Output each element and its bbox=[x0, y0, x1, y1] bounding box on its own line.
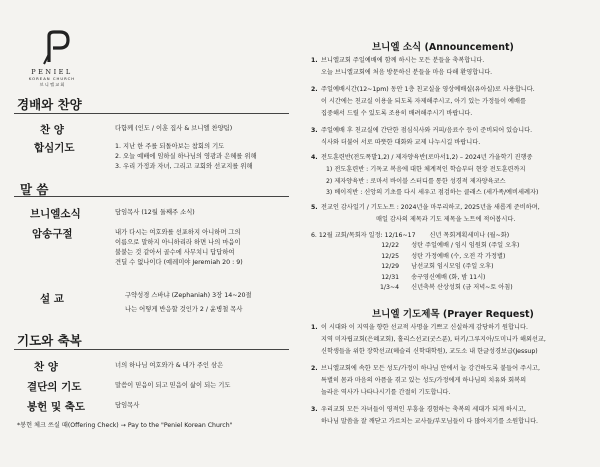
schedule-row bbox=[380, 241, 527, 252]
schedule-row bbox=[380, 252, 527, 263]
announcement-1 bbox=[311, 55, 492, 79]
announcement-3 bbox=[311, 125, 532, 149]
announcement-2 bbox=[311, 84, 535, 119]
sermon-label: 설 교 bbox=[40, 293, 64, 305]
word-divider bbox=[14, 196, 289, 197]
schedule-event: 남선교회 임시모임 (주일 오후) bbox=[411, 263, 494, 270]
schedule-heading bbox=[311, 231, 509, 242]
offering-label: 봉헌 및 축도 bbox=[27, 401, 86, 413]
announcement-5-line: 매일 감사의 제목과 기도 제목을 노트에 적어봅시다. bbox=[376, 215, 516, 223]
recitation-line-3: 불붙는 것 같아서 골수에 사무치니 답답하여 bbox=[115, 249, 235, 256]
announcement-5 bbox=[311, 202, 540, 226]
prayer-request-1-line: 신학생들을 위한 장학선교(헤슬리 신학대학원), 교도소 내 한글성경보급(Jessup) bbox=[321, 347, 538, 355]
sermon-title: 나는 어떻게 반응할 것인가 2 / 윤병철 목사 bbox=[125, 306, 243, 313]
schedule-heading-label: 6. 12월 교회/목회자 일정: 12/16~17 bbox=[311, 232, 416, 239]
schedule-event: 신년축복 산상성회 (금 저녁~토 아침) bbox=[411, 284, 513, 291]
schedule-event: 성탄 가정예배 (수, 오전 각 가정별) bbox=[411, 252, 506, 260]
announcement-3-line: 주일예배 후 친교실에 간단한 점심식사와 커피/음료수 등이 준비되어 있습니다. bbox=[321, 127, 533, 134]
hymn-value: 너의 하나님 여호와가 & 내가 주인 삼은 bbox=[115, 362, 224, 369]
decision-prayer-label: 결단의 기도 bbox=[27, 381, 82, 393]
sermon-scripture: 구약성경 스바냐 (Zephaniah) 3장 14~20절 bbox=[125, 292, 252, 299]
recitation-line-4: 견딜 수 없나이다 (예레미야 Jeremiah 20 : 9) bbox=[115, 259, 243, 266]
announcement-1-number: 1. bbox=[311, 57, 318, 64]
announcement-4-number: 4. bbox=[311, 154, 318, 161]
announcement-4-line: 전도훈련반(전도폭발1,2) / 제자양육반(로마서1,2) – 2024년 가을학기 진행중 bbox=[321, 154, 533, 161]
schedule-event: 성탄 주일예배 / 임시 임원회 (주일 오후) bbox=[411, 242, 520, 249]
prayer-blessing-divider bbox=[14, 349, 289, 350]
united-prayer-label: 합심기도 bbox=[34, 142, 75, 154]
prayer-request-1-number: 1. bbox=[311, 324, 318, 331]
word-section-title: 말 씀 bbox=[20, 182, 49, 197]
schedule-row bbox=[380, 283, 527, 294]
praise-value: 다함께 (인도 / 이훈 집사 & 브니엘 찬양팀) bbox=[115, 125, 233, 132]
news-value: 담임목사 (12월 둘째주 소식) bbox=[115, 209, 195, 216]
prayer-request-2-number: 2. bbox=[311, 365, 318, 372]
announcement-2-line: 이 시간에는 친교실 이용을 되도록 자제해주시고, 아기 있는 가정들이 예배를 bbox=[321, 97, 526, 105]
offering-value: 담임목사 bbox=[115, 402, 140, 409]
schedule-date: 12/25 bbox=[381, 252, 400, 260]
decision-prayer-value: 말씀이 믿음이 되고 믿음이 삶이 되는 기도 bbox=[115, 382, 231, 389]
prayer-request-2 bbox=[311, 363, 540, 398]
announcement-5-number: 5. bbox=[311, 204, 318, 211]
prayer-request-2-line: 놀라운 역사가 나타나시기를 간절히 기도합니다. bbox=[321, 388, 451, 396]
schedule-date: 12/31 bbox=[381, 273, 400, 281]
prayer-request-1-line: 지역 미자립교회(은혜교회), 홀리스선교(굿스푼), 터키/그루지아/도미니카 해외선교, bbox=[321, 335, 546, 343]
prayer-request-3-number: 3. bbox=[311, 406, 318, 413]
schedule-table bbox=[380, 241, 527, 294]
recitation-line-1: 내가 다시는 여호와를 선포하지 아니하며 그의 bbox=[115, 229, 241, 236]
schedule-row bbox=[380, 273, 527, 284]
peniel-logo-icon bbox=[16, 28, 88, 68]
prayer-request-3-line: 하나님 말씀을 잘 깨닫고 가르치는 교사들/부모님들이 다 많아지기를 소원합니다. bbox=[321, 417, 539, 425]
prayer-request-3-line: 우리교회 모든 자녀들이 영적인 부흥을 경험하는 축복의 세대가 되게 하시고, bbox=[321, 406, 526, 413]
announcement-1-line: 오늘 브니엘교회에 처음 방문하신 분들을 마음 다해 환영합니다. bbox=[321, 68, 493, 76]
schedule-date: 12/29 bbox=[381, 263, 400, 270]
united-prayer-1: 1. 지난 한 주를 되돌아보는 참회의 기도 bbox=[115, 143, 225, 150]
schedule-row bbox=[380, 262, 527, 273]
announcement-title: 브니엘 소식 (Announcement) bbox=[372, 42, 514, 53]
announcement-2-number: 2. bbox=[311, 86, 318, 93]
worship-divider bbox=[14, 113, 289, 114]
announcement-4-line: 3) 베이직반 : 신앙의 기초를 다시 세우고 점검하는 클래스 (세가족/예비세례자) bbox=[326, 189, 539, 197]
prayer-blessing-section-title: 기도와 축복 bbox=[17, 333, 82, 348]
worship-section-title: 경배와 찬양 bbox=[17, 97, 82, 112]
prayer-request-1 bbox=[311, 322, 546, 357]
recitation-label: 암송구절 bbox=[32, 228, 73, 240]
announcement-4-line: 1) 전도훈련반 : 기독교 복음에 대한 체계적인 학습부터 현장 전도훈련까지 bbox=[326, 165, 526, 173]
logo-name: PENIEL bbox=[31, 68, 73, 76]
announcement-4 bbox=[311, 152, 538, 199]
prayer-request-1-line: 이 시대와 이 지역을 향한 선교적 사명을 기쁘고 신실하게 감당하기 원합니다. bbox=[321, 324, 528, 331]
schedule-event: 송구영신예배 (화, 밤 11시) bbox=[411, 273, 486, 281]
schedule-date: 12/22 bbox=[381, 242, 400, 249]
announcement-3-line: 식사와 더불어 서로 따뜻한 대화와 교제 나누시길 바랍니다. bbox=[321, 138, 481, 146]
logo-sub-kr: 브 니 엘 교 회 bbox=[39, 82, 65, 87]
church-logo bbox=[16, 28, 88, 90]
prayer-request-3 bbox=[311, 404, 538, 428]
news-label: 브니엘소식 bbox=[30, 208, 81, 220]
prayer-request-title: 브니엘 기도제목 (Prayer Request) bbox=[372, 309, 534, 320]
announcement-1-line: 브니엘교회 주일예배에 함께 하시는 모든 분들을 축복합니다. bbox=[321, 57, 485, 64]
announcement-5-line: 전교인 감사일기 / 기도노트 : 2024년을 마무리하고, 2025년을 새롭게 준비하며, bbox=[321, 204, 540, 211]
praise-label: 찬 양 bbox=[40, 124, 64, 136]
logo-sub-en: KOREAN CHURCH bbox=[28, 76, 76, 81]
announcement-2-line: 집중해서 드릴 수 있도록 조용히 배려해주시기 바랍니다. bbox=[321, 109, 473, 117]
announcement-2-line: 주일예배시간(12~1pm) 동안 1층 친교실을 영상예배실(유아실)로 사용합니다. bbox=[321, 86, 535, 93]
offering-check-note: *봉헌 체크 쓰실 때(Offering Check) → Pay to the "Peniel Korean Church" bbox=[17, 422, 233, 429]
united-prayer-2: 2. 오늘 예배에 임하실 하나님의 영광과 은혜를 위해 bbox=[115, 153, 257, 160]
schedule-heading-event: 신년 목회계획세미나 (월~화) bbox=[429, 232, 510, 239]
prayer-request-2-line: 브니엘교회에 속한 모든 성도/가정이 하나님 안에서 늘 강건하도록 붙들어 주시고, bbox=[321, 365, 540, 372]
announcement-3-number: 3. bbox=[311, 127, 318, 134]
hymn-label: 찬 양 bbox=[34, 361, 58, 373]
schedule-date: 1/3~4 bbox=[380, 284, 400, 291]
announcement-4-line: 2) 제자양육반 : 로마서 바이블 스터디를 통한 성경적 제자양육코스 bbox=[326, 177, 506, 185]
recitation-line-2: 이름으로 말하지 아니하리라 하면 나의 마음이 bbox=[115, 239, 241, 246]
united-prayer-3: 3. 우리 가정과 자녀, 그리고 교회와 선교지를 위해 bbox=[115, 163, 253, 170]
prayer-request-2-line: 특별히 몸과 마음의 아픔을 겪고 있는 성도/가정에게 하나님의 치유와 회복의 bbox=[321, 376, 527, 384]
